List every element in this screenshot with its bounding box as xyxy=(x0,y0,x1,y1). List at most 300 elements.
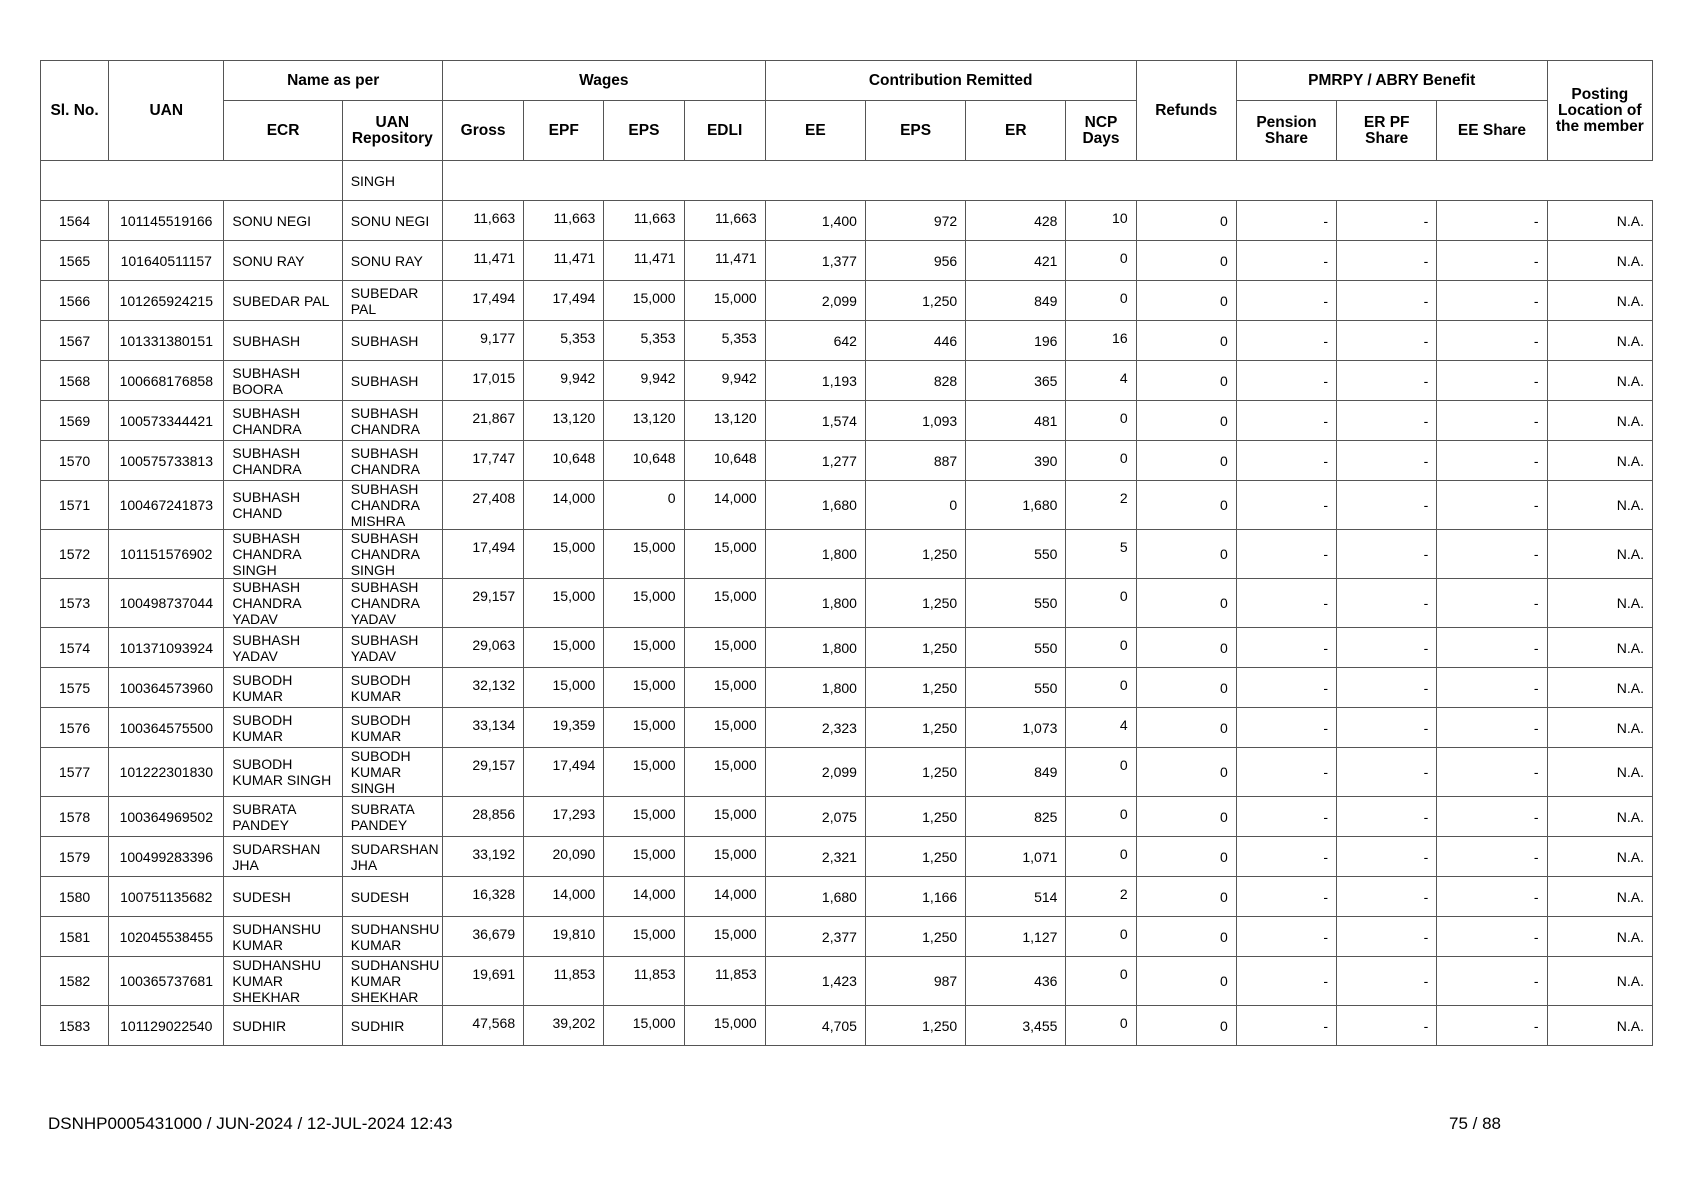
cell-er: 550 xyxy=(966,579,1066,628)
cell-ecr-name: SUBODH KUMAR SINGH xyxy=(224,748,342,797)
cell-posting-location: N.A. xyxy=(1547,917,1652,957)
cell-refunds: 0 xyxy=(1136,281,1236,321)
cell-uan-repo-name: SUDHIR xyxy=(342,1006,442,1046)
cell-contribution-eps: 1,166 xyxy=(865,877,965,917)
cell-eps: 11,471 xyxy=(604,241,684,281)
header-er-pf-share: ER PF Share xyxy=(1337,101,1437,161)
cell-epf: 5,353 xyxy=(524,321,604,361)
cell-er: 1,071 xyxy=(966,837,1066,877)
cell-posting-location: N.A. xyxy=(1547,281,1652,321)
cell-refunds: 0 xyxy=(1136,1006,1236,1046)
cell-uan: 102045538455 xyxy=(109,917,224,957)
cell-edli: 15,000 xyxy=(684,917,765,957)
cell-uan-repo-name: SUBODH KUMAR xyxy=(342,708,442,748)
cell-edli: 15,000 xyxy=(684,281,765,321)
cell-ecr-name: SUBHASH xyxy=(224,321,342,361)
cell-pension-share: - xyxy=(1236,1006,1336,1046)
cell-sl-no: 1565 xyxy=(41,241,109,281)
cell-ee-share: - xyxy=(1437,579,1547,628)
cell-epf: 9,942 xyxy=(524,361,604,401)
cell-uan: 101129022540 xyxy=(109,1006,224,1046)
cell-posting-location: N.A. xyxy=(1547,668,1652,708)
cell-ee: 1,277 xyxy=(765,441,865,481)
cell-ee-share: - xyxy=(1437,321,1547,361)
cell-ncp-days: 0 xyxy=(1066,668,1136,708)
cell-gross: 27,408 xyxy=(442,481,523,530)
cell-posting-location: N.A. xyxy=(1547,201,1652,241)
cell-ecr-name: SUDHANSHU KUMAR SHEKHAR xyxy=(224,957,342,1006)
cell-ecr-name: SUBHASH BOORA xyxy=(224,361,342,401)
cell-edli: 14,000 xyxy=(684,877,765,917)
cell-gross: 47,568 xyxy=(442,1006,523,1046)
cell-sl-no: 1568 xyxy=(41,361,109,401)
cell-posting-location: N.A. xyxy=(1547,748,1652,797)
cell-er: 550 xyxy=(966,628,1066,668)
cell-refunds: 0 xyxy=(1136,628,1236,668)
cell-er: 849 xyxy=(966,748,1066,797)
cell-uan: 100364573960 xyxy=(109,668,224,708)
cell-ee-share: - xyxy=(1437,530,1547,579)
cell-uan-repo-name: SUDARSHAN JHA xyxy=(342,837,442,877)
cell-sl-no: 1577 xyxy=(41,748,109,797)
cell-edli: 11,853 xyxy=(684,957,765,1006)
cell-uan: 101265924215 xyxy=(109,281,224,321)
cell-gross: 33,134 xyxy=(442,708,523,748)
cell-ecr-name: SUBRATA PANDEY xyxy=(224,797,342,837)
header-contribution-remitted: Contribution Remitted xyxy=(765,61,1136,101)
cell-edli: 15,000 xyxy=(684,708,765,748)
cell-uan: 101640511157 xyxy=(109,241,224,281)
cell-edli: 11,663 xyxy=(684,201,765,241)
table-row xyxy=(41,321,1653,361)
header-name-as-per: Name as per xyxy=(224,61,443,101)
table-row xyxy=(41,628,1653,668)
cell-eps: 15,000 xyxy=(604,530,684,579)
cell-contribution-eps: 972 xyxy=(865,201,965,241)
cell-epf: 17,293 xyxy=(524,797,604,837)
cell-gross: 11,663 xyxy=(442,201,523,241)
cell-sl-no: 1573 xyxy=(41,579,109,628)
cell-ncp-days: 4 xyxy=(1066,708,1136,748)
cell-posting-location: N.A. xyxy=(1547,708,1652,748)
cell-contribution-eps: 0 xyxy=(865,481,965,530)
table-row xyxy=(41,441,1653,481)
cell-eps: 5,353 xyxy=(604,321,684,361)
cell-ecr-name: SUBHASH CHAND xyxy=(224,481,342,530)
cell-ee: 642 xyxy=(765,321,865,361)
cell-ncp-days: 0 xyxy=(1066,579,1136,628)
table-row xyxy=(41,668,1653,708)
cell-uan: 101371093924 xyxy=(109,628,224,668)
cell-gross: 29,157 xyxy=(442,579,523,628)
cell-uan-repo-name: SUBHASH xyxy=(342,361,442,401)
cell-edli: 15,000 xyxy=(684,748,765,797)
header-er: ER xyxy=(966,101,1066,161)
header-gross: Gross xyxy=(442,101,523,161)
cell-eps: 15,000 xyxy=(604,628,684,668)
cell-eps: 15,000 xyxy=(604,668,684,708)
cell-pension-share: - xyxy=(1236,917,1336,957)
table-row xyxy=(41,579,1653,628)
cell-ee-share: - xyxy=(1437,668,1547,708)
cell-sl-no: 1574 xyxy=(41,628,109,668)
cell-er: 514 xyxy=(966,877,1066,917)
cell-epf: 14,000 xyxy=(524,481,604,530)
cell-ee-share: - xyxy=(1437,481,1547,530)
cell-ee: 1,800 xyxy=(765,579,865,628)
cell-ee-share: - xyxy=(1437,748,1547,797)
cell-contribution-eps: 1,250 xyxy=(865,579,965,628)
cell-gross: 17,494 xyxy=(442,530,523,579)
cell-refunds: 0 xyxy=(1136,481,1236,530)
table-row xyxy=(41,401,1653,441)
header-uan: UAN xyxy=(109,61,224,161)
cell-er: 390 xyxy=(966,441,1066,481)
cell-epf: 20,090 xyxy=(524,837,604,877)
cell-eps: 10,648 xyxy=(604,441,684,481)
cell-contribution-eps: 887 xyxy=(865,441,965,481)
cell-posting-location: N.A. xyxy=(1547,628,1652,668)
cell-er: 825 xyxy=(966,797,1066,837)
cell-epf: 14,000 xyxy=(524,877,604,917)
cell-er-pf-share: - xyxy=(1337,668,1437,708)
cell-er: 196 xyxy=(966,321,1066,361)
cell-er-pf-share: - xyxy=(1337,797,1437,837)
cell-ecr-name: SUBHASH CHANDRA xyxy=(224,401,342,441)
cell-epf: 15,000 xyxy=(524,579,604,628)
cell-ee: 1,680 xyxy=(765,877,865,917)
cell-ee: 1,423 xyxy=(765,957,865,1006)
cell-er-pf-share: - xyxy=(1337,628,1437,668)
cell-pension-share: - xyxy=(1236,530,1336,579)
cell-posting-location: N.A. xyxy=(1547,441,1652,481)
cell-posting-location: N.A. xyxy=(1547,481,1652,530)
cell-er-pf-share: - xyxy=(1337,877,1437,917)
cell-uan: 100498737044 xyxy=(109,579,224,628)
cell-refunds: 0 xyxy=(1136,401,1236,441)
cell-er: 1,073 xyxy=(966,708,1066,748)
header-wages: Wages xyxy=(442,61,765,101)
cell-gross: 11,471 xyxy=(442,241,523,281)
table-row xyxy=(41,241,1653,281)
cell-uan: 100365737681 xyxy=(109,957,224,1006)
table-row xyxy=(41,957,1653,1006)
cell-er: 550 xyxy=(966,530,1066,579)
cell-uan: 100499283396 xyxy=(109,837,224,877)
cell-edli: 15,000 xyxy=(684,579,765,628)
cell-ncp-days: 2 xyxy=(1066,481,1136,530)
footer-page-number: 75 / 88 xyxy=(1449,1114,1501,1133)
table-row xyxy=(41,837,1653,877)
cell-uan-repo-name: SUBEDAR PAL xyxy=(342,281,442,321)
cell-pension-share: - xyxy=(1236,797,1336,837)
cell-pension-share: - xyxy=(1236,441,1336,481)
cell-sl-no: 1571 xyxy=(41,481,109,530)
cell-sl-no: 1580 xyxy=(41,877,109,917)
cell-edli: 13,120 xyxy=(684,401,765,441)
header-contribution-eps: EPS xyxy=(865,101,965,161)
header-pension-share: Pension Share xyxy=(1236,101,1336,161)
header-epf: EPF xyxy=(524,101,604,161)
cell-ee-share: - xyxy=(1437,837,1547,877)
header-pmrpy-abry: PMRPY / ABRY Benefit xyxy=(1236,61,1547,101)
table-row xyxy=(41,481,1653,530)
cell-er-pf-share: - xyxy=(1337,837,1437,877)
blank-cell xyxy=(224,161,342,201)
cell-er: 481 xyxy=(966,401,1066,441)
cell-edli: 9,942 xyxy=(684,361,765,401)
cell-ecr-name: SONU NEGI xyxy=(224,201,342,241)
cell-eps: 11,853 xyxy=(604,957,684,1006)
cell-ee: 1,800 xyxy=(765,668,865,708)
cell-contribution-eps: 1,250 xyxy=(865,668,965,708)
cell-ecr-name: SUDARSHAN JHA xyxy=(224,837,342,877)
cell-edli: 15,000 xyxy=(684,1006,765,1046)
cell-pension-share: - xyxy=(1236,579,1336,628)
cell-sl-no: 1581 xyxy=(41,917,109,957)
cell-ee-share: - xyxy=(1437,241,1547,281)
header-ee-share: EE Share xyxy=(1437,101,1547,161)
cell-pension-share: - xyxy=(1236,481,1336,530)
cell-gross: 36,679 xyxy=(442,917,523,957)
cell-contribution-eps: 956 xyxy=(865,241,965,281)
cell-refunds: 0 xyxy=(1136,917,1236,957)
cell-ncp-days: 4 xyxy=(1066,361,1136,401)
cell-ecr-name: SUBHASH CHANDRA SINGH xyxy=(224,530,342,579)
cell-epf: 19,810 xyxy=(524,917,604,957)
cell-uan-repo-name: SUDHANSHU KUMAR xyxy=(342,917,442,957)
cell-ncp-days: 0 xyxy=(1066,917,1136,957)
cell-ee-share: - xyxy=(1437,917,1547,957)
cell-er: 365 xyxy=(966,361,1066,401)
cell-epf: 15,000 xyxy=(524,668,604,708)
cell-uan-repo-name: SUDHANSHU KUMAR SHEKHAR xyxy=(342,957,442,1006)
cell-er-pf-share: - xyxy=(1337,401,1437,441)
cell-ee-share: - xyxy=(1437,957,1547,1006)
header-posting-location: Posting Location of the member xyxy=(1547,61,1652,161)
cell-uan: 101151576902 xyxy=(109,530,224,579)
cell-contribution-eps: 1,250 xyxy=(865,530,965,579)
cell-pension-share: - xyxy=(1236,401,1336,441)
cell-pension-share: - xyxy=(1236,628,1336,668)
cell-gross: 17,494 xyxy=(442,281,523,321)
cell-eps: 15,000 xyxy=(604,708,684,748)
cell-contribution-eps: 446 xyxy=(865,321,965,361)
cell-gross: 29,157 xyxy=(442,748,523,797)
table-row xyxy=(41,361,1653,401)
header-refunds: Refunds xyxy=(1136,61,1236,161)
cell-ee-share: - xyxy=(1437,361,1547,401)
cell-uan: 100668176858 xyxy=(109,361,224,401)
cell-edli: 15,000 xyxy=(684,668,765,708)
cell-gross: 16,328 xyxy=(442,877,523,917)
table-row xyxy=(41,1006,1653,1046)
cell-er: 436 xyxy=(966,957,1066,1006)
cell-contribution-eps: 1,250 xyxy=(865,748,965,797)
cell-edli: 15,000 xyxy=(684,530,765,579)
cell-edli: 15,000 xyxy=(684,628,765,668)
cell-uan-repo-name: SUDESH xyxy=(342,877,442,917)
cell-er-pf-share: - xyxy=(1337,530,1437,579)
cell-refunds: 0 xyxy=(1136,877,1236,917)
cell-eps: 15,000 xyxy=(604,837,684,877)
cell-eps: 13,120 xyxy=(604,401,684,441)
cell-ncp-days: 0 xyxy=(1066,281,1136,321)
cell-er-pf-share: - xyxy=(1337,481,1437,530)
cell-ncp-days: 0 xyxy=(1066,748,1136,797)
cell-eps: 14,000 xyxy=(604,877,684,917)
cell-ee-share: - xyxy=(1437,281,1547,321)
cell-contribution-eps: 1,250 xyxy=(865,917,965,957)
cell-posting-location: N.A. xyxy=(1547,321,1652,361)
cell-sl-no: 1569 xyxy=(41,401,109,441)
cell-refunds: 0 xyxy=(1136,530,1236,579)
cell-sl-no: 1579 xyxy=(41,837,109,877)
cell-uan-repo-name: SUBHASH CHANDRA SINGH xyxy=(342,530,442,579)
cell-posting-location: N.A. xyxy=(1547,797,1652,837)
cell-eps: 15,000 xyxy=(604,797,684,837)
cell-eps: 15,000 xyxy=(604,1006,684,1046)
table-body xyxy=(41,161,1653,1046)
cell-contribution-eps: 1,250 xyxy=(865,628,965,668)
cell-gross: 29,063 xyxy=(442,628,523,668)
cell-contribution-eps: 1,250 xyxy=(865,837,965,877)
cell-sl-no: 1575 xyxy=(41,668,109,708)
cell-ee-share: - xyxy=(1437,1006,1547,1046)
cell-er-pf-share: - xyxy=(1337,579,1437,628)
cell-uan-repo-name: SUBODH KUMAR SINGH xyxy=(342,748,442,797)
cell-ee: 1,400 xyxy=(765,201,865,241)
cell-uan-repo-name: SUBHASH CHANDRA xyxy=(342,441,442,481)
blank-cell xyxy=(41,161,109,201)
cell-eps: 15,000 xyxy=(604,579,684,628)
cell-ncp-days: 0 xyxy=(1066,628,1136,668)
cell-contribution-eps: 987 xyxy=(865,957,965,1006)
cell-ee-share: - xyxy=(1437,877,1547,917)
cell-ee: 2,321 xyxy=(765,837,865,877)
cell-epf: 39,202 xyxy=(524,1006,604,1046)
cell-epf: 10,648 xyxy=(524,441,604,481)
cell-edli: 15,000 xyxy=(684,837,765,877)
header-sl-no: Sl. No. xyxy=(41,61,109,161)
cell-contribution-eps: 1,250 xyxy=(865,281,965,321)
cell-contribution-eps: 1,093 xyxy=(865,401,965,441)
cell-pension-share: - xyxy=(1236,201,1336,241)
cell-edli: 5,353 xyxy=(684,321,765,361)
cell-contribution-eps: 1,250 xyxy=(865,708,965,748)
cell-edli: 10,648 xyxy=(684,441,765,481)
cell-pension-share: - xyxy=(1236,241,1336,281)
cell-uan: 100575733813 xyxy=(109,441,224,481)
cell-er: 1,127 xyxy=(966,917,1066,957)
cell-er-pf-share: - xyxy=(1337,708,1437,748)
cell-uan: 100364969502 xyxy=(109,797,224,837)
cell-er-pf-share: - xyxy=(1337,957,1437,1006)
cell-ee: 1,193 xyxy=(765,361,865,401)
cell-er-pf-share: - xyxy=(1337,281,1437,321)
cell-uan-repo-name: SUBHASH YADAV xyxy=(342,628,442,668)
footer-document-reference: DSNHP0005431000 / JUN-2024 / 12-JUL-2024 12:43 xyxy=(48,1114,453,1133)
cell-ncp-days: 10 xyxy=(1066,201,1136,241)
cell-er: 428 xyxy=(966,201,1066,241)
cell-sl-no: 1567 xyxy=(41,321,109,361)
continued-uan-repository: SINGH xyxy=(342,161,442,201)
cell-ee-share: - xyxy=(1437,797,1547,837)
cell-ee-share: - xyxy=(1437,708,1547,748)
continuation-row xyxy=(41,161,1653,201)
cell-eps: 15,000 xyxy=(604,281,684,321)
cell-pension-share: - xyxy=(1236,281,1336,321)
cell-epf: 11,853 xyxy=(524,957,604,1006)
cell-refunds: 0 xyxy=(1136,321,1236,361)
table-row xyxy=(41,748,1653,797)
cell-refunds: 0 xyxy=(1136,241,1236,281)
header-ee: EE xyxy=(765,101,865,161)
cell-uan-repo-name: SUBRATA PANDEY xyxy=(342,797,442,837)
cell-posting-location: N.A. xyxy=(1547,837,1652,877)
cell-ecr-name: SUBHASH YADAV xyxy=(224,628,342,668)
table-row xyxy=(41,877,1653,917)
cell-sl-no: 1572 xyxy=(41,530,109,579)
cell-er: 3,455 xyxy=(966,1006,1066,1046)
cell-ee: 2,099 xyxy=(765,748,865,797)
cell-ee: 1,800 xyxy=(765,530,865,579)
cell-er-pf-share: - xyxy=(1337,361,1437,401)
cell-contribution-eps: 828 xyxy=(865,361,965,401)
cell-ee-share: - xyxy=(1437,441,1547,481)
cell-epf: 11,471 xyxy=(524,241,604,281)
cell-ee-share: - xyxy=(1437,201,1547,241)
cell-ee: 1,377 xyxy=(765,241,865,281)
cell-er: 421 xyxy=(966,241,1066,281)
cell-pension-share: - xyxy=(1236,877,1336,917)
cell-ee: 2,377 xyxy=(765,917,865,957)
cell-refunds: 0 xyxy=(1136,579,1236,628)
cell-edli: 11,471 xyxy=(684,241,765,281)
cell-ncp-days: 0 xyxy=(1066,241,1136,281)
cell-epf: 17,494 xyxy=(524,281,604,321)
cell-ecr-name: SUBHASH CHANDRA xyxy=(224,441,342,481)
cell-contribution-eps: 1,250 xyxy=(865,797,965,837)
cell-ncp-days: 0 xyxy=(1066,957,1136,1006)
cell-uan-repo-name: SONU RAY xyxy=(342,241,442,281)
cell-pension-share: - xyxy=(1236,957,1336,1006)
blank-cell xyxy=(109,161,224,201)
cell-ee: 1,574 xyxy=(765,401,865,441)
cell-uan: 101331380151 xyxy=(109,321,224,361)
cell-gross: 9,177 xyxy=(442,321,523,361)
cell-ee: 4,705 xyxy=(765,1006,865,1046)
cell-uan-repo-name: SONU NEGI xyxy=(342,201,442,241)
cell-ee-share: - xyxy=(1437,628,1547,668)
cell-eps: 11,663 xyxy=(604,201,684,241)
cell-er-pf-share: - xyxy=(1337,441,1437,481)
cell-uan: 101222301830 xyxy=(109,748,224,797)
cell-sl-no: 1566 xyxy=(41,281,109,321)
cell-ncp-days: 0 xyxy=(1066,1006,1136,1046)
cell-epf: 19,359 xyxy=(524,708,604,748)
cell-ecr-name: SUDHIR xyxy=(224,1006,342,1046)
cell-posting-location: N.A. xyxy=(1547,957,1652,1006)
cell-sl-no: 1570 xyxy=(41,441,109,481)
cell-sl-no: 1564 xyxy=(41,201,109,241)
cell-refunds: 0 xyxy=(1136,201,1236,241)
cell-uan-repo-name: SUBODH KUMAR xyxy=(342,668,442,708)
cell-uan: 100573344421 xyxy=(109,401,224,441)
cell-epf: 13,120 xyxy=(524,401,604,441)
cell-pension-share: - xyxy=(1236,321,1336,361)
cell-refunds: 0 xyxy=(1136,361,1236,401)
